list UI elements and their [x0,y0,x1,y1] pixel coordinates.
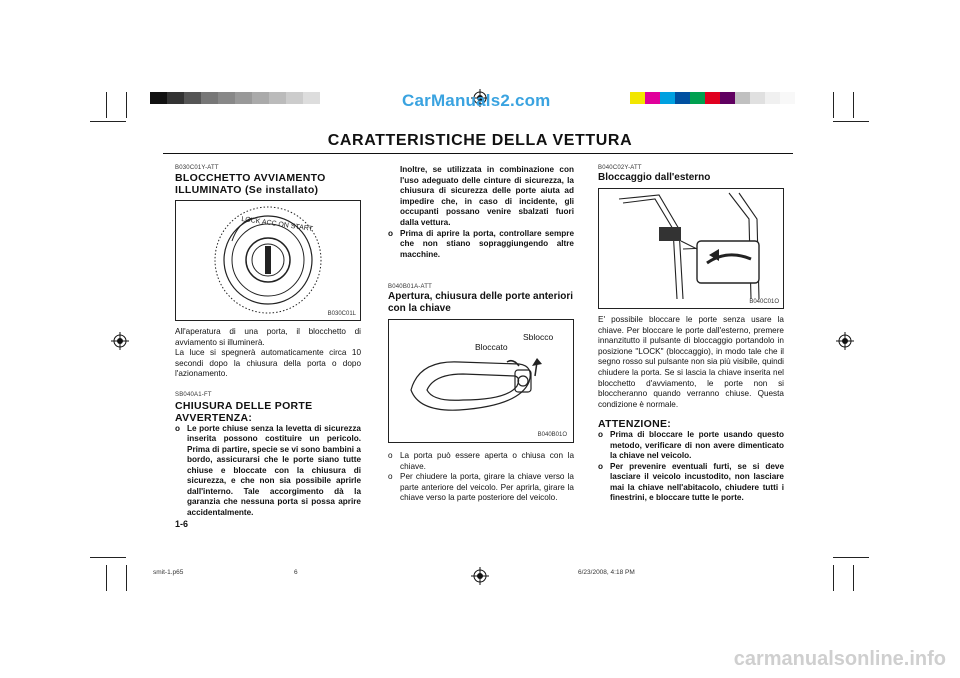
registration-mark-icon [836,332,854,350]
color-swatch [750,92,765,104]
lock-label: Bloccato [475,342,508,353]
list-item [598,462,784,504]
color-swatch [735,92,750,104]
gray-swatch [150,92,167,104]
crop-mark [853,92,854,118]
bullet-marker: o [175,423,181,433]
paragraph: La luce si spegnerà automaticamente circa 10 secondi dopo la chiusura della porta o dopo l'azionamento. [175,348,361,379]
brand-link[interactable]: CarManuals2.com [402,91,551,110]
crop-mark [90,557,126,558]
bullet-text: Prima di bloccare le porte usando questo metodo, verificare di non avere dimenticato la chiave nel veicolo. [610,430,784,461]
footer-date: 6/23/2008, 4:18 PM [578,569,635,576]
column-2 [388,165,574,504]
footer-file: smit-1.p65 [153,569,184,576]
crop-mark [833,557,869,558]
bullet-marker: o [388,472,393,482]
bullet-marker: o [598,430,604,440]
color-swatch [780,92,795,104]
figure-code: B040B01O [537,432,567,439]
crop-mark [106,92,107,118]
gray-swatch [201,92,218,104]
crop-mark [853,565,854,591]
watermark: carmanualsonline.info [733,648,946,670]
section-title: Bloccaggio dall'esterno [598,172,711,183]
bullet-marker: o [388,228,394,238]
section-title: CHIUSURA DELLE PORTE [175,399,313,412]
color-swatch [705,92,720,104]
list-item [598,430,784,462]
crop-mark [126,565,127,591]
crop-mark [833,121,869,122]
registration-mark-icon [111,332,129,350]
gray-swatch [269,92,286,104]
page-title: CARATTERISTICHE DELLA VETTURA [327,132,633,149]
page-number: 1-6 [175,519,189,529]
gray-swatch [167,92,184,104]
ignition-switch-figure [175,200,361,321]
door-handle-key-icon [389,320,573,442]
color-swatch [675,92,690,104]
color-swatch [630,92,645,104]
figure-code: B040C01O [749,299,779,305]
column-3 [598,165,784,504]
bullet-text: Prima di aprire la porta, controllare sempre che non stiano sopraggiungendo altre macchine. [400,228,574,259]
header-rule [163,153,793,154]
color-swatch [720,92,735,104]
warning-heading: ATTENZIONE: [598,418,672,431]
list-item [388,229,574,261]
door-lock-button-icon [599,189,783,308]
color-calibration-bar [630,92,795,104]
key-position-letters: LOCK ACC ON START [240,215,314,233]
gray-swatch [184,92,201,104]
crop-mark [126,92,127,118]
unlock-label: Sblocco [523,332,554,343]
registration-mark-icon [471,567,489,585]
section-code: B030C01Y-ATT [175,165,219,171]
color-swatch [765,92,780,104]
bullet-text: La porta può essere aperta o chiusa con la chiave. [400,451,574,471]
section-code: B040B01A-ATT [388,284,432,291]
figure-code: B030C01L [327,311,356,317]
crop-mark [90,121,126,122]
bullet-marker: o [598,461,604,471]
list-item [388,472,574,504]
section-code: B040C02Y-ATT [598,165,642,171]
gray-swatch [252,92,269,104]
color-swatch [690,92,705,104]
section-code: SB040A1-FT [175,391,212,398]
color-swatch [660,92,675,104]
footer-page: 6 [294,569,298,576]
gray-swatch [235,92,252,104]
bullet-text: Per prevenire eventuali furti, se si deve lasciare il veicolo incustodito, non lasciare mai la chiave nell'abitacolo, chiudere tutti i finestrini, e bloccare tutte le porte. [610,461,784,503]
door-interior-figure [598,188,784,309]
warning-heading: AVVERTENZA: [175,411,253,424]
crop-mark [833,565,834,591]
color-swatch [645,92,660,104]
door-key-figure [388,319,574,443]
gray-swatch [286,92,303,104]
gray-swatch [218,92,235,104]
column-1 [175,165,361,518]
crop-mark [833,92,834,118]
paragraph: E' possibile bloccare le porte senza usare la chiave. Per bloccare le porte dall'esterno, premere innanzitutto il pulsante di bloccaggio portandolo in posizione "LOCK" (bloccaggio), in modo tale che il segno rosso sul pulsante non sia più visibile, quindi chiudere la porta. Se si lascia la chiave inserita nel blocchetto d'avviamento, le porte non si bloccheranno quando verranno chiuse. Questa condizione è normale. [598,315,784,409]
bullet-text: Per chiudere la porta, girare la chiave verso la parte anteriore del veicolo. Per aprirla, girare la chiave verso la parte posteriore del veicolo. [400,472,574,503]
list-item [175,424,361,519]
gray-swatch [303,92,320,104]
bullet-marker: o [388,451,393,461]
section-title: Apertura, chiusura delle porte anteriori con la chiave [388,291,574,315]
gray-calibration-bar [150,92,320,104]
ignition-switch-icon [176,201,360,320]
bullet-text: Le porte chiuse senza la levetta di sicurezza inserita possono costituire un pericolo. Prima di partire, specie se vi sono bambini a bordo, assicurarsi che le porte siano tutte chiuse e bloccate con la chiusura di sicurezza, e che non sia possibile aprirle dall'interno. Tale accorgimento dà la garanzia che nessuna porta si possa aprire accidentalmente. [187,423,361,517]
paragraph: Inoltre, se utilizzata in combinazione con l'uso adeguato delle cinture di sicurezza, la chiusura di sicurezza delle porte aiuta ad impedire che, in caso di incidente, gli occupanti possano venire sbalzati fuori dalla vettura. [400,165,574,227]
list-item [388,451,574,472]
paragraph: All'aperatura di una porta, il blocchetto di avviamento si illuminerà. [175,327,361,347]
crop-mark [106,565,107,591]
section-title: BLOCCHETTO AVVIAMENTO ILLUMINATO (Se installato) [175,172,326,196]
